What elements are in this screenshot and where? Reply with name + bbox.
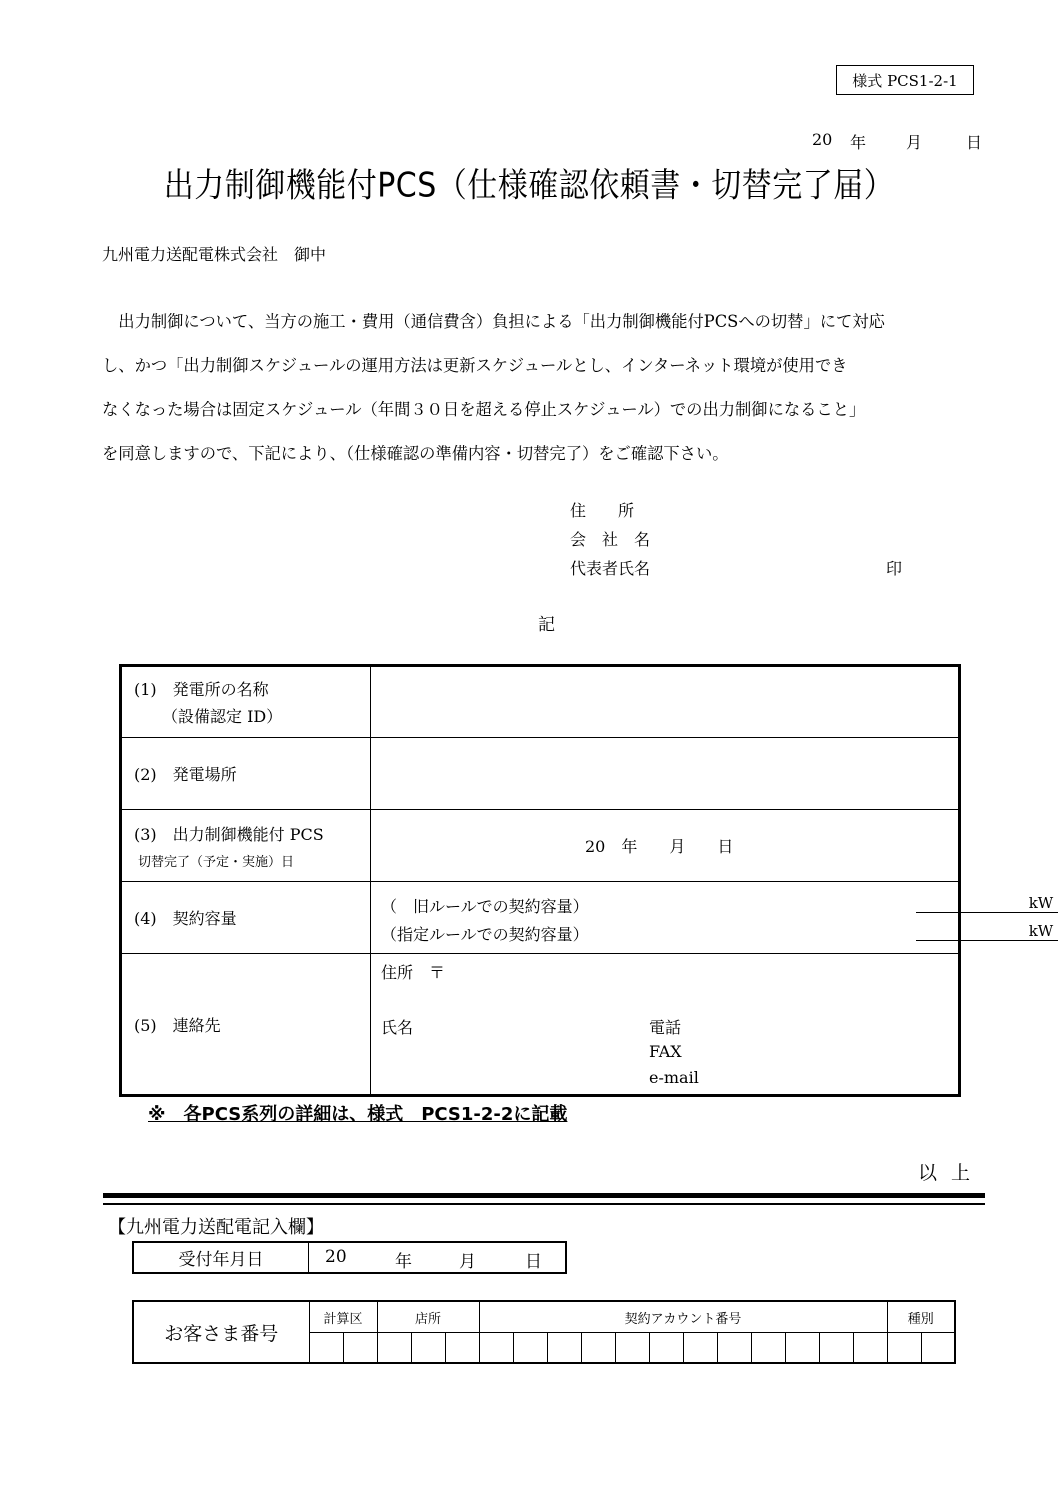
document-title: 出力制御機能付PCS（仕様確認依頼書・切替完了届） (163, 166, 895, 206)
representative-label: 代表者氏名 (570, 559, 651, 578)
divider-thin (103, 1203, 985, 1205)
customer-number-digit[interactable] (649, 1333, 683, 1364)
customer-number-digit[interactable] (921, 1333, 955, 1364)
type-header: 種別 (887, 1301, 955, 1333)
body-paragraph (102, 300, 1002, 476)
customer-number-digit[interactable] (819, 1333, 853, 1364)
kw-unit: kW (1028, 894, 1054, 912)
customer-number-digit[interactable] (411, 1333, 445, 1364)
body-line: し、かつ「出力制御スケジュールの運用方法は更新スケジュールとし、インターネット環境が使用でき (102, 356, 848, 375)
shop-header: 店所 (377, 1301, 479, 1333)
customer-number-label: お客さま番号 (133, 1301, 309, 1363)
plant-name-label: (1) 発電所の名称 (134, 680, 269, 699)
header-date-month: 月 (906, 133, 923, 152)
customer-number-digit[interactable] (717, 1333, 751, 1364)
customer-number-digit[interactable] (547, 1333, 581, 1364)
seal-mark: 印 (886, 559, 903, 578)
customer-number-digit[interactable] (581, 1333, 615, 1364)
receipt-date-label: 受付年月日 (133, 1242, 309, 1273)
details-table (119, 664, 1054, 1097)
customer-number-digit[interactable] (853, 1333, 887, 1364)
customer-number-digit[interactable] (377, 1333, 411, 1364)
header-date-day: 日 (966, 133, 983, 152)
contact-fax-label: FAX (649, 1042, 682, 1061)
contract-capacity-cell (371, 882, 1054, 954)
ki-heading: 記 (538, 615, 555, 635)
switch-date-label-cell (121, 810, 371, 882)
closing-mark: 以上 (918, 1162, 985, 1184)
header-date-year-prefix: 20 (812, 130, 833, 149)
receipt-year: 年 (395, 1252, 412, 1272)
plant-location-field[interactable] (371, 738, 960, 810)
customer-number-digit[interactable] (513, 1333, 547, 1364)
customer-number-digit[interactable] (445, 1333, 479, 1364)
receipt-date-table (132, 1241, 567, 1274)
customer-number-digit[interactable] (343, 1333, 377, 1364)
receipt-day: 日 (525, 1252, 542, 1272)
company-label: 会 社 名 (570, 530, 651, 549)
detail-note: ※ 各PCS系列の詳細は、様式 PCS1-2-2に記載 (148, 1104, 568, 1125)
contact-phone-label: 電話 (649, 1018, 682, 1037)
table-row (121, 738, 960, 810)
customer-number-digit[interactable] (615, 1333, 649, 1364)
table-row (121, 810, 960, 882)
contact-cell (371, 954, 960, 1096)
old-rule-capacity-label: （ 旧ルールでの契約容量） (381, 897, 589, 916)
calc-area-header: 計算区 (309, 1301, 377, 1333)
customer-number-digit[interactable] (309, 1333, 343, 1364)
contact-email-label: e-mail (649, 1068, 699, 1087)
kyushu-entry-heading: 【九州電力送配電記入欄】 (108, 1217, 324, 1238)
contact-name-label: 氏名 (381, 1018, 414, 1037)
facility-id-label: （設備認定 ID） (162, 707, 283, 726)
body-line: を同意しますので、下記により、（仕様確認の準備内容・切替完了）をご確認下さい。 (102, 444, 729, 463)
receipt-month: 月 (459, 1252, 476, 1272)
customer-number-table (132, 1300, 956, 1364)
contract-capacity-label: (4) 契約容量 (121, 882, 371, 954)
divider-thick (103, 1193, 985, 1198)
table-row (121, 882, 960, 954)
plant-name-field[interactable] (371, 666, 960, 738)
table-row (121, 954, 960, 1096)
switch-date-label: (3) 出力制御機能付 PCS (134, 824, 324, 844)
receipt-year-prefix: 20 (325, 1247, 347, 1267)
address-label: 住 所 (570, 501, 635, 520)
old-rule-capacity-field[interactable] (916, 894, 1058, 913)
switch-date-field[interactable] (371, 810, 960, 882)
table-row (121, 666, 960, 738)
contact-label: (5) 連絡先 (121, 954, 371, 1096)
receipt-date-field[interactable] (309, 1242, 567, 1273)
addressee: 九州電力送配電株式会社 御中 (102, 245, 327, 264)
customer-number-digit[interactable] (751, 1333, 785, 1364)
form-number: 様式 PCS1-2-1 (836, 65, 974, 95)
switch-date-value: 20 年 月 日 (585, 837, 734, 856)
customer-number-digit[interactable] (479, 1333, 513, 1364)
customer-number-digit[interactable] (683, 1333, 717, 1364)
new-rule-capacity-label: （指定ルールでの契約容量） (381, 925, 589, 944)
contract-account-header: 契約アカウント番号 (479, 1301, 887, 1333)
switch-date-sub-label: 切替完了（予定・実施）日 (138, 854, 295, 870)
customer-number-digit[interactable] (785, 1333, 819, 1364)
new-rule-capacity-field[interactable] (916, 922, 1058, 941)
contact-address-label: 住所 〒 (381, 963, 446, 982)
body-line: 出力制御について、当方の施工・費用（通信費含）負担による「出力制御機能付PCSへの切替」にて対応 (102, 312, 885, 331)
customer-number-digit[interactable] (887, 1333, 921, 1364)
kw-unit: kW (1028, 922, 1054, 940)
plant-name-label-cell (121, 666, 371, 738)
plant-location-label: (2) 発電場所 (121, 738, 371, 810)
body-line: なくなった場合は固定スケジュール（年間３０日を超える停止スケジュール）での出力制御になること」 (102, 400, 866, 419)
header-date-year: 年 (850, 133, 867, 152)
